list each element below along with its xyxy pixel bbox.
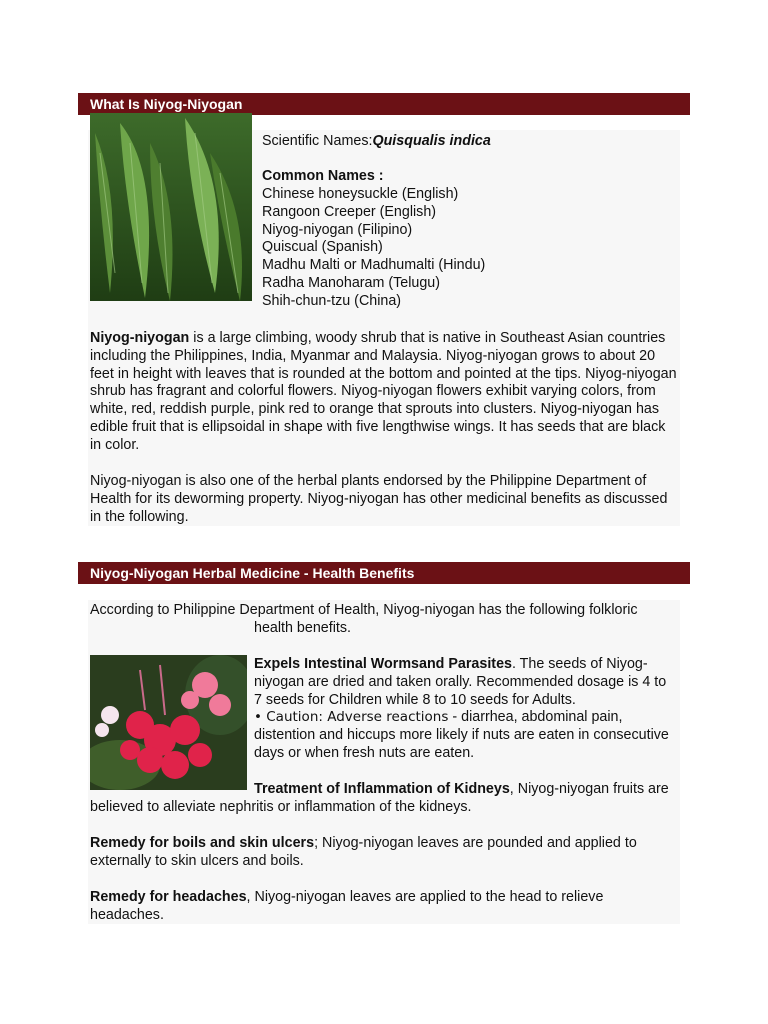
benefit-boils: Remedy for boils and skin ulcers; Niyog-niyogan leaves are pounded and applied to externally to skin ulcers and boils.: [90, 835, 637, 869]
description-paragraph: Niyog-niyogan is a large climbing, woody shrub that is native in Southeast Asian countries including the Philippines, India, Myanmar and Malaysia. Niyog-niyogan grows to about 20 feet in height with leaves that is rounded at the bottom and pointed at the tips. Niyog-niyogan shrub has fragrant and colorful flowers. Niyog-niyogan flowers exhibit varying colors, from white, red, reddish purple, pink red to orange that sprouts into clusters. Niyog-niyogan has edible fruit that is ellipsoidal in shape with five lengthwise wings. It has seeds that are black in color.: [90, 330, 677, 453]
section-heading-what-is: What Is Niyog-Niyogan: [78, 93, 690, 115]
common-names-heading: Common Names :: [262, 168, 384, 184]
common-name-item: Shih-chun-tzu (China): [262, 292, 402, 309]
leaves-photo: [90, 113, 252, 301]
flowers-photo: [90, 655, 247, 790]
common-name-item: Niyog-niyogan (Filipino): [262, 221, 413, 238]
benefit-worms-caution: • Caution: Adverse reactions - diarrhea, abdominal pain, distention and hiccups more likely if nuts are eaten in consecutive days or when fresh nuts are eaten.: [254, 709, 669, 761]
common-name-item: Madhu Malti or Madhumalti (Hindu): [262, 257, 486, 274]
common-names-list: [262, 186, 485, 311]
common-name-item: Chinese honeysuckle (English): [262, 186, 459, 202]
section-heading-health-benefits: Niyog-Niyogan Herbal Medicine - Health Benefits: [78, 562, 690, 584]
common-name-item: Rangoon Creeper (English): [262, 203, 437, 220]
common-name-item: Radha Manoharam (Telugu): [262, 274, 441, 291]
benefit-kidneys: Treatment of Inflammation of Kidneys, Niyog-niyogan fruits are believed to alleviate nephritis or inflammation of the kidneys.: [90, 781, 669, 815]
intro-line-1: According to Philippine Department of Health, Niyog-niyogan has the following folkloric: [90, 602, 638, 618]
scientific-names: Scientific Names:Quisqualis indica: [262, 133, 491, 149]
endorsement-paragraph: Niyog-niyogan is also one of the herbal plants endorsed by the Philippine Department of Health for its deworming property. Niyog-niyogan has other medicinal benefits as discussed in the following.: [90, 473, 668, 525]
common-name-item: Quiscual (Spanish): [262, 239, 383, 256]
benefit-headaches: Remedy for headaches, Niyog-niyogan leaves are applied to the head to relieve headaches.: [90, 889, 604, 923]
intro-line-2: health benefits.: [254, 620, 351, 636]
benefit-worms: Expels Intestinal Wormsand Parasites. The seeds of Niyog-niyogan are dried and taken orally. Recommended dosage is 4 to 7 seeds for Children while 8 to 10 seeds for Adults.: [254, 656, 667, 708]
